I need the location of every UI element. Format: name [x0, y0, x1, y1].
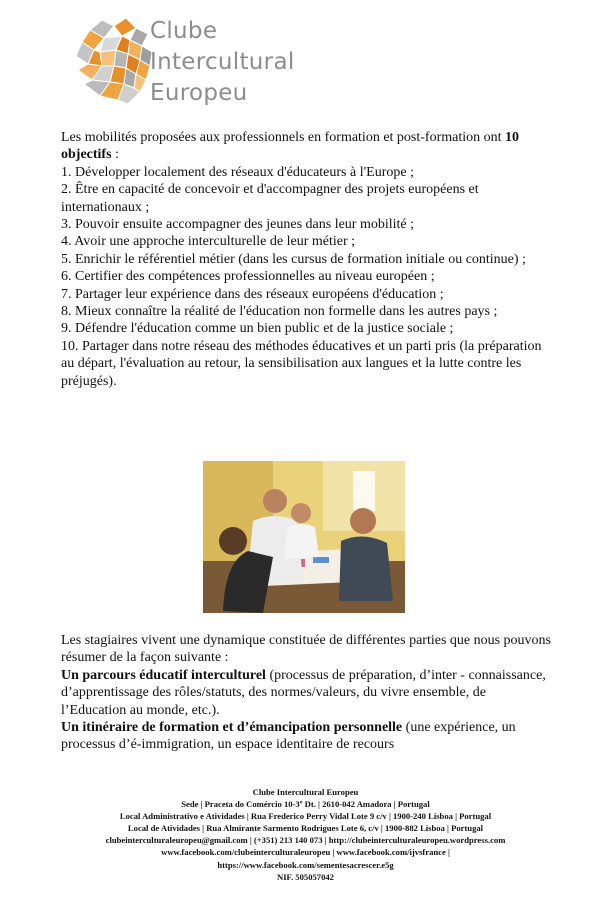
objective-item: 6. Certifier des compétences professionnelles au niveau européen ; — [61, 269, 435, 285]
footer-nif: NIF. 505057042 — [277, 871, 334, 882]
objectives-section — [61, 129, 551, 390]
logo-line-europeu: Europeu — [150, 80, 248, 106]
itineraire-paragraph — [61, 719, 551, 754]
intro-text-after: : — [111, 147, 119, 163]
club-logo-text — [150, 16, 295, 109]
logo-line-clube: Clube — [150, 18, 218, 44]
intro-bold: 10 objectifs — [61, 130, 520, 163]
objective-item: 4. Avoir une approche interculturelle de leur métier ; — [61, 234, 356, 250]
objectives-list — [61, 164, 551, 390]
logo-line-intercultural: Intercultural — [150, 49, 295, 75]
intro-text-before: Les mobilités proposées aux professionnels en formation et post-formation ont — [61, 130, 506, 145]
objective-item: 3. Pouvoir ensuite accompagner des jeunes dans leur mobilité ; — [61, 217, 415, 233]
footer-org-name: Clube Intercultural Europeu — [252, 787, 359, 797]
objective-item: 1. Développer localement des réseaux d'éducateurs à l'Europe ; — [61, 164, 414, 180]
footer-sede: Sede | Praceta do Comércio 10-3º Dt. | 2610-042 Amadora | Portugal — [181, 799, 430, 810]
parcours-text: (processus de préparation, d’inter - connaissance, d’apprentissage des rôles/statuts, des normes/valeurs, du vivre ensemble, de l’Education au monde, etc.). — [61, 667, 546, 718]
objective-item: 9. Défendre l'éducation comme un bien public et de la justice sociale ; — [61, 321, 454, 337]
footer-local-admin: Local Administrativo e Atividades | Rua Frederico Perry Vidal Lote 9 c/v | 1900-240 Lisboa | Portugal — [119, 811, 492, 822]
club-logo-emblem — [70, 12, 160, 112]
page-footer — [40, 786, 571, 883]
stagiaires-section — [61, 632, 551, 754]
objective-item: 7. Partager leur expérience dans des réseaux européens d'éducation ; — [61, 286, 444, 302]
footer-facebook-sementes: https://www.facebook.com/sementesacrescer.e5g — [217, 859, 394, 870]
objective-item: 2. Être en capacité de concevoir et d'accompagner des projets européens et internationaux ; — [61, 182, 479, 215]
objective-item: 8. Mieux connaître la réalité de l'éducation non formelle dans les autres pays ; — [61, 304, 498, 320]
footer-facebook: www.facebook.com/clubeinterculturaleuropeu | www.facebook.com/ijvsfrance | — [161, 847, 450, 858]
itineraire-bold: Un itinéraire de formation et d’émancipation personnelle — [61, 720, 403, 736]
objectives-intro — [61, 129, 551, 164]
footer-local-atividades: Local de Atividades | Rua Almirante Sarmento Rodrigues Lote 6, c/v | 1900-882 Lisboa | Portugal — [127, 823, 484, 834]
objective-item: 10. Partager dans notre réseau des méthodes éducatives et un parti pris (la préparation au départ, l'évaluation au retour, la sensibilisation aux langues et la lutte contre les préjugés). — [61, 338, 542, 389]
parcours-bold: Un parcours éducatif interculturel — [61, 667, 266, 683]
stagiaires-intro: Les stagiaires vivent une dynamique constituée de différentes parties que nous pouvons résumer de la façon suivante : — [61, 633, 551, 666]
footer-contacts: clubeinterculturaleuropeu@gmail.com | (+351) 213 140 073 | http://clubeinterculturaleuropeu.wordpress.com — [105, 835, 506, 846]
group-activity-photo — [203, 461, 405, 613]
parcours-paragraph — [61, 667, 551, 719]
objective-item: 5. Enrichir le référentiel métier (dans les cursus de formation initiale ou continue) ; — [61, 251, 526, 267]
itineraire-text: (une expérience, un processus d’é-immigration, un espace identitaire de recours — [61, 720, 516, 753]
